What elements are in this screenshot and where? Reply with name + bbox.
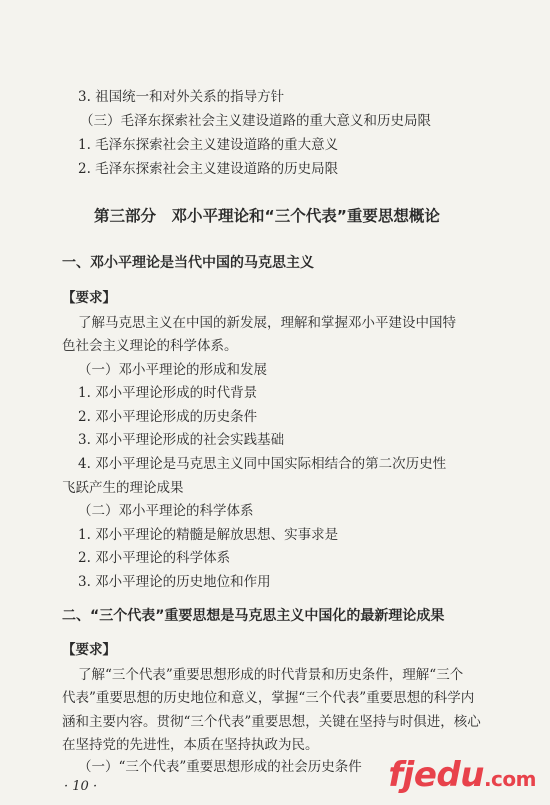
list-item: 2. 邓小平理论的科学体系 <box>78 550 231 566</box>
paragraph-line: 色社会主义理论的科学体系。 <box>62 338 238 354</box>
list-item: 3. 邓小平理论的历史地位和作用 <box>78 574 271 590</box>
list-item: （一）“三个代表”重要思想形成的社会历史条件 <box>78 759 362 775</box>
text-line: 1. 毛泽东探索社会主义建设道路的重大意义 <box>78 137 339 153</box>
requirement-label: 【要求】 <box>62 642 116 658</box>
list-item: 2. 邓小平理论形成的历史条件 <box>78 409 258 425</box>
paragraph-line: 在坚持党的先进性，本质在坚持执政为民。 <box>62 737 319 753</box>
text-line: 3. 祖国统一和对外关系的指导方针 <box>78 89 285 105</box>
list-item: （一）邓小平理论的形成和发展 <box>78 362 267 378</box>
part-title: 第三部分 邓小平理论和“三个代表”重要思想概论 <box>94 207 440 225</box>
list-item: 4. 邓小平理论是马克思主义同中国实际相结合的第二次历史性 <box>78 456 447 472</box>
list-item: （二）邓小平理论的科学体系 <box>78 503 254 519</box>
list-item: 1. 邓小平理论的精髓是解放思想、实事求是 <box>78 527 339 543</box>
watermark-main: fjedu <box>388 755 484 795</box>
list-item: 飞跃产生的理论成果 <box>62 480 184 496</box>
list-item: 3. 邓小平理论形成的社会实践基础 <box>78 432 285 448</box>
text-line: （三）毛泽东探索社会主义建设道路的重大意义和历史局限 <box>80 113 431 129</box>
requirement-label: 【要求】 <box>62 290 116 306</box>
watermark-logo <box>388 755 536 795</box>
text-line: 2. 毛泽东探索社会主义建设道路的历史局限 <box>78 161 339 177</box>
section-title: 一、邓小平理论是当代中国的马克思主义 <box>62 255 314 271</box>
list-item: 1. 邓小平理论形成的时代背景 <box>78 385 258 401</box>
watermark-suffix: .com <box>483 767 536 791</box>
paragraph-line: 了解“三个代表”重要思想形成的时代背景和历史条件，理解“三个 <box>78 667 464 683</box>
paragraph-line: 涵和主要内容。贯彻“三个代表”重要思想，关键在坚持与时俱进，核心 <box>62 714 481 730</box>
paragraph-line: 代表”重要思想的历史地位和意义，掌握“三个代表”重要思想的科学内 <box>62 690 475 706</box>
paragraph-line: 了解马克思主义在中国的新发展，理解和掌握邓小平建设中国特 <box>78 315 456 331</box>
page-number: · 10 · <box>64 779 98 794</box>
section-title: 二、“三个代表”重要思想是马克思主义中国化的最新理论成果 <box>62 608 445 624</box>
